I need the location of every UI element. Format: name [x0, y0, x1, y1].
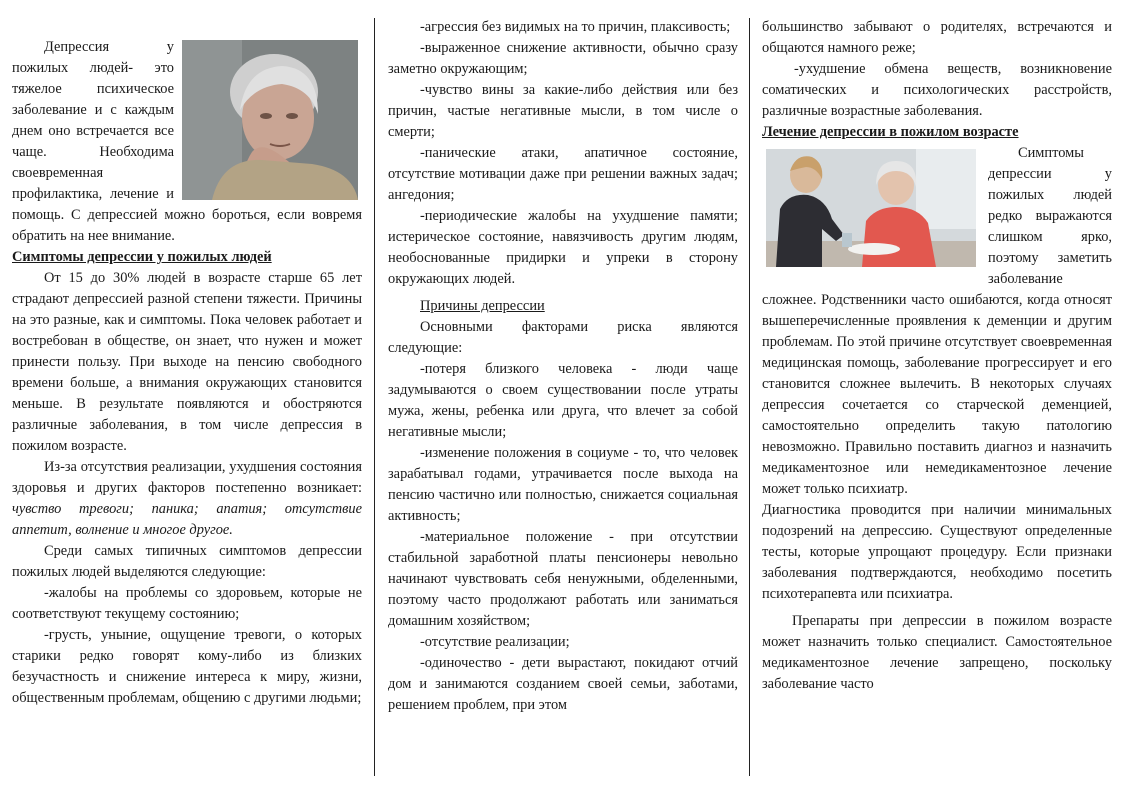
elderly-woman-photo: [182, 40, 358, 200]
column-divider-2: [749, 18, 750, 776]
cause-item-2: -изменение положения в социуме - то, что человек зарабатывал годами, утрачивается после выхода на пенсию частично или полностью, снижается социальная активность;: [388, 445, 738, 524]
elderly-woman-photo-icon: [182, 40, 358, 200]
causes-heading: Причины депрессии: [420, 298, 545, 314]
treatment-paragraph-3: Препараты при депрессии в пожилом возрасте может назначить только специалист. Самостоятельное медикаментозное лечение запрещено, поскольку заболевание часто: [762, 613, 1112, 692]
symptoms-paragraph-2: [12, 457, 362, 541]
symptoms-paragraph-2-lead: Из-за отсутствия реализации, ухудшения состояния здоровья и других факторов постепенно возникает:: [12, 459, 362, 496]
caregiver-and-elderly-woman-photo: [766, 149, 976, 267]
symptoms-paragraph-1: От 15 до 30% людей в возрасте старше 65 лет страдают депрессией разной степени тяжести. Причины на это разные, как и симптомы. Пока человек работает и востребован в обществе, он знает, что нужен и может принести пользу. При выходе на пенсию свободного времени больше, а внимания окружающих становится меньше. В результате появляются и обостряются различные заболевания, в том числе депрессия в пожилом возрасте.: [12, 270, 362, 454]
cause-item-5-continued: большинство забывают о родителях, встречаются и общаются намного реже;: [762, 19, 1112, 56]
column-3: [762, 17, 1112, 777]
column-1: [12, 37, 362, 787]
symptoms-paragraph-2-italic: чувство тревоги; паника; апатия; отсутствие аппетит, волнение и многое другое.: [12, 501, 362, 538]
causes-paragraph: Основными факторами риска являются следующие:: [388, 319, 738, 356]
column-2: [388, 17, 738, 777]
cause-item-1: -потеря близкого человека - люди чаще задумываются о своем существовании после утраты мужа, жены, ребенка или друга, что влечет за собой негативные мысли;: [388, 361, 738, 440]
cause-item-6: -ухудшение обмена веществ, возникновение соматических и психологических расстройств, различные возрастные заболевания.: [762, 61, 1112, 119]
intro-paragraph: Депрессия у пожилых людей- это тяжелое психическое заболевание и с каждым днем оно встречается все чаще. Необходима своевременная профилактика, лечение и помощь. С депрессией можно бороться, если вовремя обратить на нее внимание.: [12, 39, 362, 244]
symptom-item-4: -выраженное снижение активности, обычно сразу заметно окружающим;: [388, 40, 738, 77]
symptom-item-2: -грусть, уныние, ощущение тревоги, о которых старики редко говорят кому-либо из близких безучастность и снижение интереса к миру, жизни, общественным проблемам, общению с другими людьми;: [12, 627, 362, 706]
symptom-item-6: -панические атаки, апатичное состояние, отсутствие мотивации даже при решении важных задач; ангедония;: [388, 145, 738, 203]
cause-item-3: -материальное положение - при отсутствии стабильной заработной платы пенсионеры невольно начинают чувствовать себя ненужными, обделенными, поэтому часто продолжают работать или заниматься домашним хозяйством;: [388, 529, 738, 629]
cause-item-4: -отсутствие реализации;: [420, 634, 570, 650]
symptom-item-5: -чувство вины за какие-либо действия или без причин, частые негативные мысли, в том числе о смерти;: [388, 82, 738, 140]
treatment-paragraph-1: Симптомы депрессии у пожилых людей редко выражаются слишком ярко, поэтому заметить заболевание сложнее. Родственники часто ошибаются, когда относят вышеперечисленные проявления к деменции и другим проблемам. По этой причине отсутствует своевременная медицинская помощь, заболевание прогрессирует и его становится сложнее вылечить. В некоторых случаях депрессия сочетается со старческой деменцией, самостоятельно определить такую патологию невозможно. Правильно поставить диагноз и назначить медикаментозное или немедикаментозное лечение может только психиатр.: [762, 145, 1112, 497]
treatment-heading: Лечение депрессии в пожилом возрасте: [762, 124, 1019, 140]
symptoms-heading: Симптомы депрессии у пожилых людей: [12, 249, 272, 265]
symptoms-paragraph-3: Среди самых типичных симптомов депрессии пожилых людей выделяются следующие:: [12, 543, 362, 580]
column-divider-1: [374, 18, 375, 776]
treatment-paragraph-2: Диагностика проводится при наличии минимальных подозрений на депрессию. Существуют определенные тесты, которые упрощают процедуру. Если признаки заболевания подтверждаются, необходимо посетить психотерапевта или психиатра.: [762, 502, 1112, 602]
symptom-item-3: -агрессия без видимых на то причин, плаксивость;: [420, 19, 731, 35]
symptom-item-1: -жалобы на проблемы со здоровьем, которые не соответствуют текущему состоянию;: [12, 585, 362, 622]
symptom-item-7: -периодические жалобы на ухудшение памяти; истерическое состояние, навязчивость другим людям, необоснованные придирки и упреки в сторону окружающих людей.: [388, 208, 738, 287]
cause-item-5: -одиночество - дети вырастают, покидают отчий дом и занимаются созданием своей семьи, заботами, решением проблем, при этом: [388, 655, 738, 713]
caregiver-and-elderly-woman-photo-icon: [766, 149, 976, 267]
